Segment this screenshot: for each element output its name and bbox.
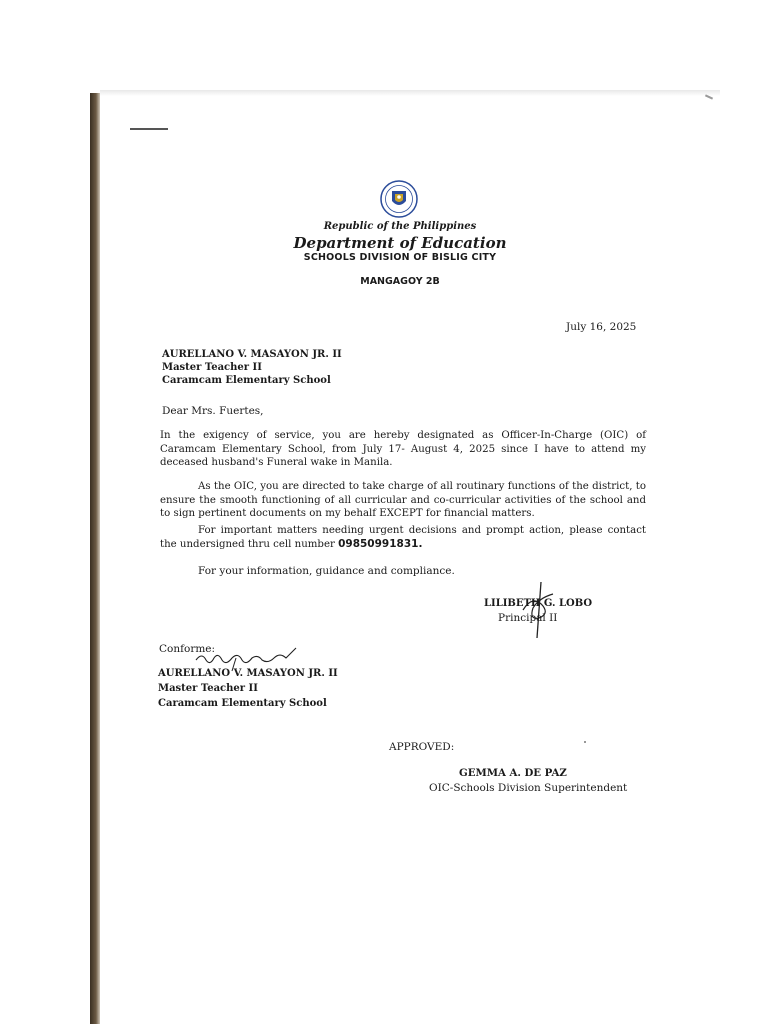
body-paragraph-2: As the OIC, you are directed to take charge of all routinary functions of the district, to ensure the smooth functioning of all curricular and co-curricular activities of the school and to sign pertinent documents on my behalf EXCEPT for financial matters. xyxy=(160,481,646,519)
superintendent-position: OIC-Schools Division Superintendent xyxy=(429,782,628,794)
principal-signature xyxy=(515,580,565,640)
letter-date: July 16, 2025 xyxy=(566,321,637,333)
paragraph-3-text: For important matters needing urgent decisions and prompt action, please contact the undersigned thru cell number xyxy=(160,525,646,550)
republic-heading: Republic of the Philippines xyxy=(323,221,477,232)
recipient-name: AURELLANO V. MASAYON JR. II xyxy=(162,349,342,360)
division-heading: SCHOOLS DIVISION OF BISLIG CITY xyxy=(303,252,497,263)
body-paragraph-4: For your information, guidance and compliance. xyxy=(198,565,455,577)
scan-top-shadow xyxy=(100,90,720,96)
conforme-position: Master Teacher II xyxy=(158,683,258,694)
recipient-position: Master Teacher II xyxy=(162,362,262,373)
body-paragraph-3 xyxy=(160,524,646,551)
cell-number: 09850991831. xyxy=(338,537,423,550)
department-heading: Department of Education xyxy=(293,234,507,252)
superintendent-name: GEMMA A. DE PAZ xyxy=(459,767,567,779)
district-heading: MANGAGOY 2B xyxy=(360,276,440,287)
principal-position: Principal II xyxy=(498,612,558,624)
conforme-name: AURELLANO V. MASAYON JR. II xyxy=(158,668,338,679)
salutation: Dear Mrs. Fuertes, xyxy=(162,405,264,417)
scan-edge-shadow xyxy=(90,93,100,1024)
pen-dash-mark xyxy=(130,128,168,130)
conforme-school: Caramcam Elementary School xyxy=(158,698,327,709)
body-paragraph-1: In the exigency of service, you are hereby designated as Officer-In-Charge (OIC) of Caramcam Elementary School, from July 17- August 4, 2025 since I have to attend my deceased husband's Funeral wake in Manila. xyxy=(160,430,646,468)
approved-label: APPROVED: xyxy=(389,741,455,753)
principal-name: LILIBETH G. LOBO xyxy=(484,598,593,609)
conforme-block xyxy=(158,666,338,711)
recipient-block xyxy=(162,348,342,387)
deped-seal-icon xyxy=(380,180,418,218)
recipient-school: Caramcam Elementary School xyxy=(162,375,331,386)
scan-speck xyxy=(584,741,586,743)
conforme-label: Conforme: xyxy=(159,643,216,655)
